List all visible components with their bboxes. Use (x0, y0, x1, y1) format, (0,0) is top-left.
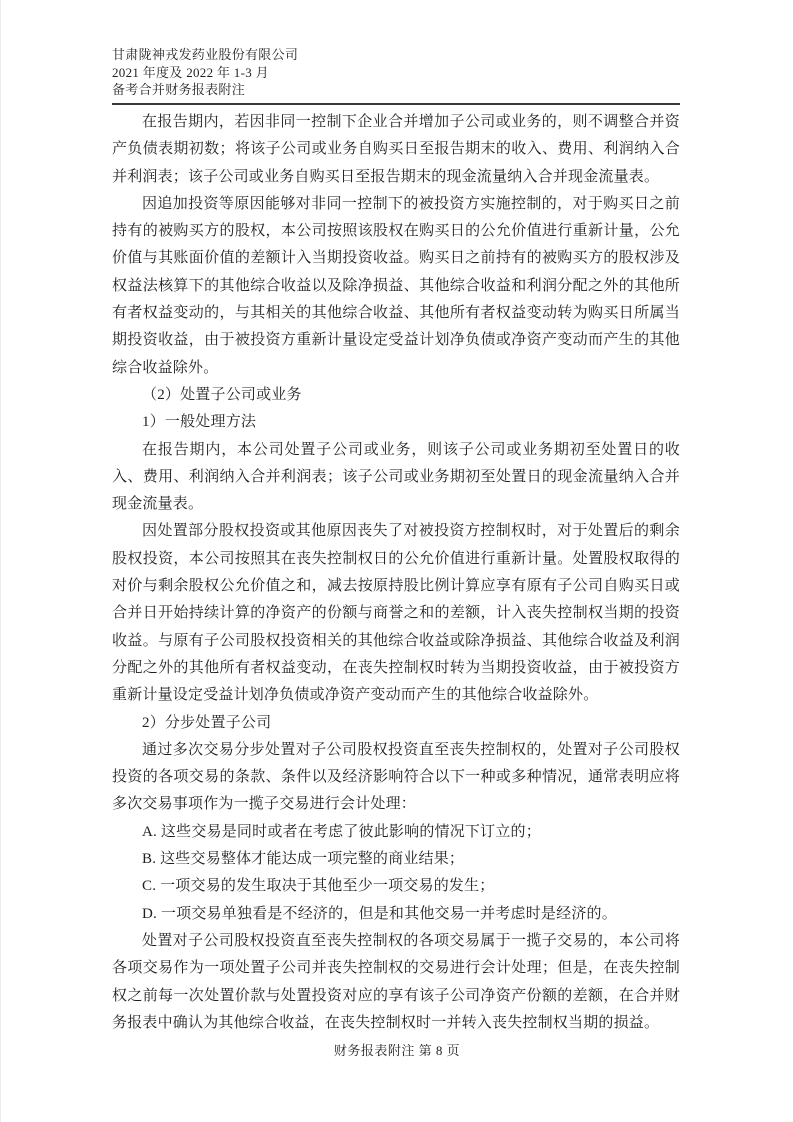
body-paragraph: 通过多次交易分步处置对子公司股权投资直至丧失控制权的，处置对子公司股权投资的各项交易的条款、条件以及经济影响符合以下一种或多种情况，通常表明应将多次交易事项作为一揽子交易进行会计处理： (112, 741, 680, 813)
condition-item-a: A. 这些交易是同时或者在考虑了彼此影响的情况下订立的； (142, 823, 541, 840)
section-heading-disposal: （2）处置子公司或业务 (142, 386, 302, 403)
document-title: 备考合并财务报表附注 (112, 82, 246, 97)
body-paragraph: 在报告期内，本公司处置子公司或业务，则该子公司或业务期初至处置日的收入、费用、利润纳入合并利润表；该子公司或业务期初至处置日的现金流量纳入合并现金流量表。 (112, 441, 680, 513)
company-name: 甘肃陇神戎发药业股份有限公司 (112, 47, 299, 62)
condition-item-d: D. 一项交易单独看是不经济的，但是和其他交易一并考虑时是经济的。 (142, 905, 617, 922)
page-footer: 财务报表附注 第 8 页 (333, 1043, 461, 1058)
body-paragraph: 因追加投资等原因能够对非同一控制下的被投资方实施控制的，对于购买日之前持有的被购买方的股权，本公司按照该股权在购买日的公允价值进行重新计量，公允价值与其账面价值的差额计入当期投资收益。购买日之前持有的被购买方的股权涉及权益法核算下的其他综合收益以及除净损益、其他综合收益和利润分配之外的其他所有者权益变动的，与其相关的其他综合收益、其他所有者权益变动转为购买日所属当期投资收益，由于被投资方重新计量设定受益计划净负债或净资产变动而产生的其他综合收益除外。 (112, 195, 680, 376)
body-paragraph: 因处置部分股权投资或其他原因丧失了对被投资方控制权时，对于处置后的剩余股权投资，本公司按照其在丧失控制权日的公允价值进行重新计量。处置股权取得的对价与剩余股权公允价值之和，减去按原持股比例计算应享有原有子公司自购买日或合并日开始持续计算的净资产的份额与商誉之和的差额，计入丧失控制权当期的投资收益。与原有子公司股权投资相关的其他综合收益或除净损益、其他综合收益及利润分配之外的其他所有者权益变动，在丧失控制权时转为当期投资收益，由于被投资方重新计量设定受益计划净负债或净资产变动而产生的其他综合收益除外。 (112, 523, 680, 704)
condition-item-c: C. 一项交易的发生取决于其他至少一项交易的发生； (142, 878, 495, 895)
body-paragraph: 处置对子公司股权投资直至丧失控制权的各项交易属于一揽子交易的，本公司将各项交易作为一项处置子公司并丧失控制权的交易进行会计处理；但是，在丧失控制权之前每一次处置价款与处置投资对应的享有该子公司净资产份额的差额，在合并财务报表中确认为其他综合收益，在丧失控制权时一并转入丧失控制权当期的损益。 (112, 932, 680, 1031)
subsection-heading-stepwise-disposal: 2）分步处置子公司 (142, 714, 272, 731)
body-paragraph: 在报告期内，若因非同一控制下企业合并增加子公司或业务的，则不调整合并资产负债表期初数；将该子公司或业务自购买日至报告期末的收入、费用、利润纳入合并利润表；该子公司或业务自购买日至报告期末的现金流量纳入合并现金流量表。 (112, 114, 680, 185)
report-period: 2021 年度及 2022 年 1-3 月 (112, 64, 269, 80)
document-body (112, 103, 680, 1037)
condition-item-b: B. 这些交易整体才能达成一项完整的商业结果； (142, 851, 465, 868)
document-header (112, 46, 680, 105)
subsection-heading-general-method: 1）一般处理方法 (142, 414, 257, 431)
